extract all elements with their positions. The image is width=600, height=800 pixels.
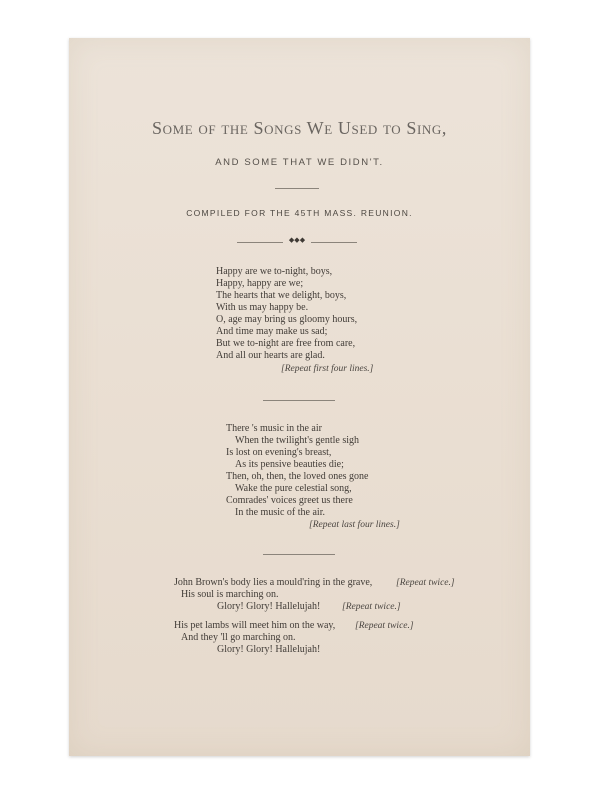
song-3-repeat-note: [Repeat twice.]	[355, 621, 414, 631]
song-3-line: Glory! Glory! Hallelujah!	[217, 601, 321, 612]
song-2-repeat-note: [Repeat last four lines.]	[309, 520, 400, 530]
song-2-line: Is lost on evening's breast,	[226, 447, 332, 458]
song-3-line: And they 'll go marching on.	[181, 632, 296, 643]
song-3-repeat-note: [Repeat twice.]	[342, 602, 401, 612]
song-3-line: Glory! Glory! Hallelujah!	[217, 644, 321, 655]
song-1-line: O, age may bring us gloomy hours,	[216, 314, 358, 325]
diamond-ornament-icon: ◆◆◆	[288, 236, 306, 244]
song-1-line: And time may make us sad;	[216, 326, 328, 337]
song-sheet-page	[69, 38, 530, 756]
song-2-line: There 's music in the air	[226, 423, 322, 434]
song-2-line: In the music of the air.	[235, 507, 325, 518]
song-1-line: With us may happy be.	[216, 302, 309, 313]
song-3-repeat-note: [Repeat twice.]	[396, 578, 455, 588]
page-title: Some of the Songs We Used to Sing,	[152, 118, 447, 138]
song-3-line: John Brown's body lies a mould'ring in the grave,	[174, 577, 373, 588]
song-2-line: Wake the pure celestial song,	[235, 483, 352, 494]
compiled-note: COMPILED FOR THE 45TH MASS. REUNION.	[186, 208, 413, 218]
song-1-line: But we to-night are free from care,	[216, 338, 356, 349]
song-1-line: The hearts that we delight, boys,	[216, 290, 347, 301]
page-subtitle: AND SOME THAT WE DIDN'T.	[215, 157, 384, 168]
song-2-line: Then, oh, then, the loved ones gone	[226, 471, 369, 482]
song-2-line: As its pensive beauties die;	[235, 459, 344, 470]
song-3-line: His pet lambs will meet him on the way,	[174, 620, 336, 631]
song-2-line: When the twilight's gentle sigh	[235, 435, 360, 446]
ornament-line-right	[311, 242, 357, 243]
song-1-line: Happy are we to-night, boys,	[216, 266, 333, 277]
song-1-repeat-note: [Repeat first four lines.]	[281, 364, 374, 374]
divider-rule	[263, 554, 335, 555]
ornament-divider	[237, 237, 357, 247]
song-2-line: Comrades' voices greet us there	[226, 495, 353, 506]
divider-rule	[275, 188, 319, 189]
divider-rule	[263, 400, 335, 401]
song-3-line: His soul is marching on.	[181, 589, 279, 600]
song-1-line: And all our hearts are glad.	[216, 350, 325, 361]
song-1-line: Happy, happy are we;	[216, 278, 304, 289]
